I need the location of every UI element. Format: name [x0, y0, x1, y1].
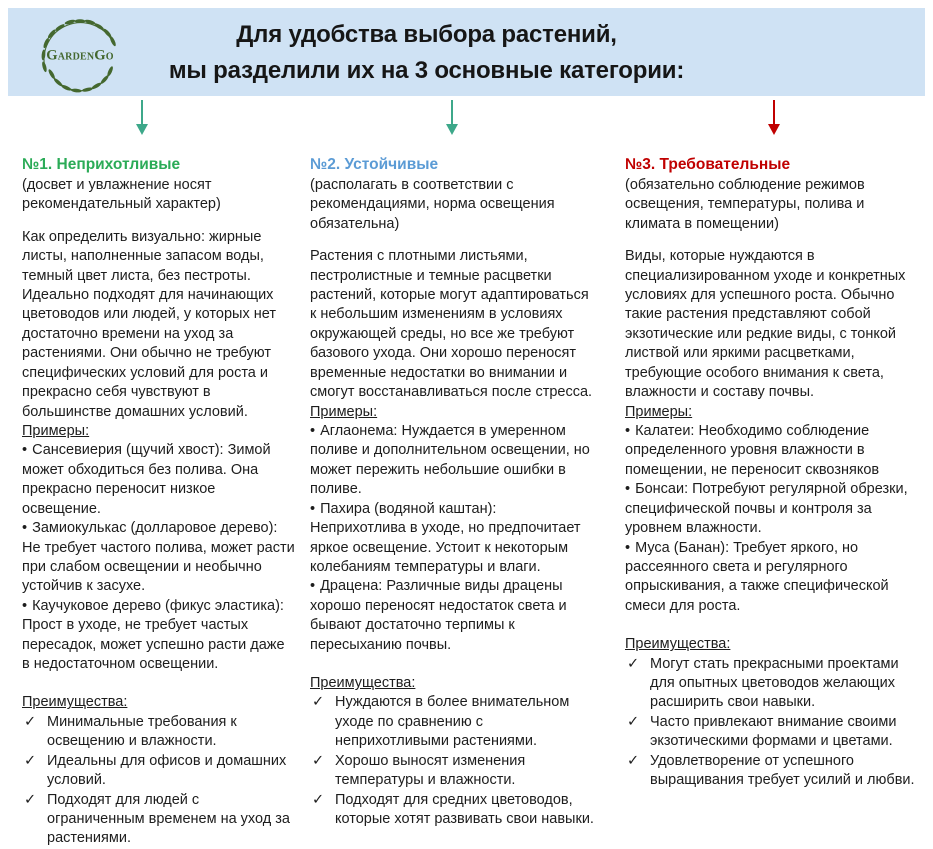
column-heading: №1. Неприхотливые — [22, 156, 181, 173]
advantage-item — [625, 655, 919, 713]
column-heading: №2. Устойчивые — [310, 156, 439, 173]
advantage-text: Минимальные требования к освещению и влажности. — [47, 713, 237, 750]
column-subtitle: (досвет и увлажнение носят рекомендательный характер) — [22, 176, 221, 213]
down-arrow-category1-icon — [136, 100, 148, 136]
advantages-label: Преимущества: — [22, 694, 128, 711]
examples-label: Примеры: — [310, 403, 378, 420]
advantage-item — [625, 713, 919, 752]
check-icon: ✓ — [627, 713, 640, 730]
example-item — [22, 441, 296, 519]
advantage-text: Удовлетворение от успешного выращивания требует усилий и любви. — [650, 752, 915, 789]
advantage-item — [310, 693, 596, 751]
column-subtitle: (обязательно соблюдение режимов освещения, температуры, полива и климата в помещении) — [625, 176, 865, 232]
category-column-unpretentious — [22, 155, 296, 849]
column-description: Виды, которые нуждаются в специализированном уходе и конкретных условиях для успешного роста. Обычно такие растения представляют собой экзотические или редкие виды, с тонкой листвой или яркими расцветками, требующие особого внимания к света, влажности и составу почвы. — [625, 248, 906, 401]
check-icon: ✓ — [24, 752, 37, 769]
page-title-line2: мы разделили их на 3 основные категории: — [168, 57, 685, 84]
example-text: Аглаонема: Нуждается в умеренном поливе и дополнительном освещении, но может пережить небольшие ошибки в поливе. — [310, 422, 590, 498]
bullet-icon: • — [22, 520, 28, 537]
bullet-icon: • — [625, 539, 631, 556]
down-arrow-category2-icon — [446, 100, 458, 136]
advantage-item — [22, 713, 296, 752]
check-icon: ✓ — [312, 791, 325, 808]
advantage-text: Подходят для людей с ограниченным временем на уход за растениями. — [47, 791, 290, 847]
example-item — [310, 422, 596, 500]
example-text: Замиокулькас (долларовое дерево): Не требует частого полива, может расти при слабом освещении и необычно устойчив к засухе. — [22, 520, 295, 595]
advantages-label: Преимущества: — [310, 675, 416, 692]
advantage-text: Часто привлекают внимание своими экзотическими формами и цветами. — [650, 713, 897, 750]
example-text: Сансевиерия (щучий хвост): Зимой может обходиться без полива. Она прекрасно переносит низкое освещение. — [22, 442, 271, 517]
bullet-icon: • — [22, 597, 28, 614]
example-item — [625, 539, 919, 617]
advantages-label: Преимущества: — [625, 636, 731, 653]
bullet-icon: • — [310, 578, 316, 595]
example-text: Каучуковое дерево (фикус эластика): Прост в уходе, не требует частых пересадок, может успешно расти даже в недостаточном освещении. — [22, 597, 285, 673]
example-text: Пахира (водяной каштан): Неприхотлива в уходе, но предпочитает яркое освещение. Устоит к некоторым колебаниям температуры и влаги. — [310, 500, 581, 575]
check-icon: ✓ — [24, 713, 37, 730]
header-banner — [8, 8, 925, 96]
bullet-icon: • — [625, 481, 631, 498]
check-icon: ✓ — [312, 752, 325, 769]
down-arrow-category3-icon — [768, 100, 780, 136]
advantage-item — [22, 791, 296, 849]
column-heading: №3. Требовательные — [625, 156, 791, 173]
advantage-text: Могут стать прекрасными проектами для опытных цветоводов желающих расширить свои навыки. — [650, 655, 899, 711]
examples-label: Примеры: — [22, 422, 90, 439]
bullet-icon: • — [22, 442, 28, 459]
bullet-icon: • — [310, 422, 316, 439]
category-column-resilient — [310, 155, 596, 829]
page-title-line1: Для удобства выбора растений, — [236, 21, 617, 48]
example-item — [22, 597, 296, 675]
example-item — [310, 577, 596, 655]
example-text: Муса (Банан): Требует яркого, но рассеянного света и регулярного опрыскивания, а также специфической смеси для роста. — [625, 539, 889, 614]
example-item — [22, 519, 296, 597]
column-description: Как определить визуально: жирные листы, наполненные запасом воды, темный цвет листа, без пестроты. Идеально подходят для начинающих цветоводов или людей, у которых нет достаточно времени на уход за растениями. Они обычно не требуют специфических условий для роста и прекрасно себя чувствуют в большинстве домашних условий. — [22, 228, 276, 420]
category-column-demanding — [625, 155, 919, 791]
example-item — [625, 422, 919, 480]
example-text: Калатеи: Необходимо соблюдение определенного уровня влажности в помещении, не переносит сквозняков — [625, 422, 880, 478]
example-text: Драцена: Различные виды драцены хорошо переносят недостаток света и бывают достаточно терпимы к пересыханию почвы. — [310, 578, 567, 653]
advantage-text: Хорошо выносят изменения температуры и влажности. — [335, 752, 526, 789]
page-title — [68, 17, 785, 89]
column-description: Растения с плотными листьями, пестролистные и темные расцветки растений, которые могут адаптироваться к небольшим изменениям в условиях окружающей среды, но все же требуют базового ухода. Они хорошо переносят временные недостатки во внимании и смогут восстанавливаться после стресса. — [310, 248, 593, 401]
bullet-icon: • — [625, 422, 631, 439]
check-icon: ✓ — [627, 752, 640, 769]
check-icon: ✓ — [312, 694, 325, 711]
advantage-item — [625, 752, 919, 791]
advantage-item — [310, 752, 596, 791]
example-item — [310, 500, 596, 578]
examples-label: Примеры: — [625, 403, 693, 420]
advantage-text: Нуждаются в более внимательном уходе по сравнению с неприхотливыми растениями. — [335, 694, 570, 750]
logo-wordmark: GardenGo — [46, 47, 114, 64]
check-icon: ✓ — [627, 655, 640, 672]
bullet-icon: • — [310, 500, 316, 517]
advantage-item — [310, 791, 596, 830]
column-subtitle: (располагать в соответствии с рекомендациями, норма освещения обязательна) — [310, 176, 555, 232]
advantage-item — [22, 752, 296, 791]
advantage-text: Подходят для средних цветоводов, которые хотят развивать свои навыки. — [335, 791, 594, 827]
example-item — [625, 480, 919, 538]
check-icon: ✓ — [24, 791, 37, 808]
advantage-text: Идеальны для офисов и домашних условий. — [47, 752, 287, 789]
example-text: Бонсаи: Потребуют регулярной обрезки, специфической почвы и контроля за уровнем влажности. — [625, 481, 908, 537]
